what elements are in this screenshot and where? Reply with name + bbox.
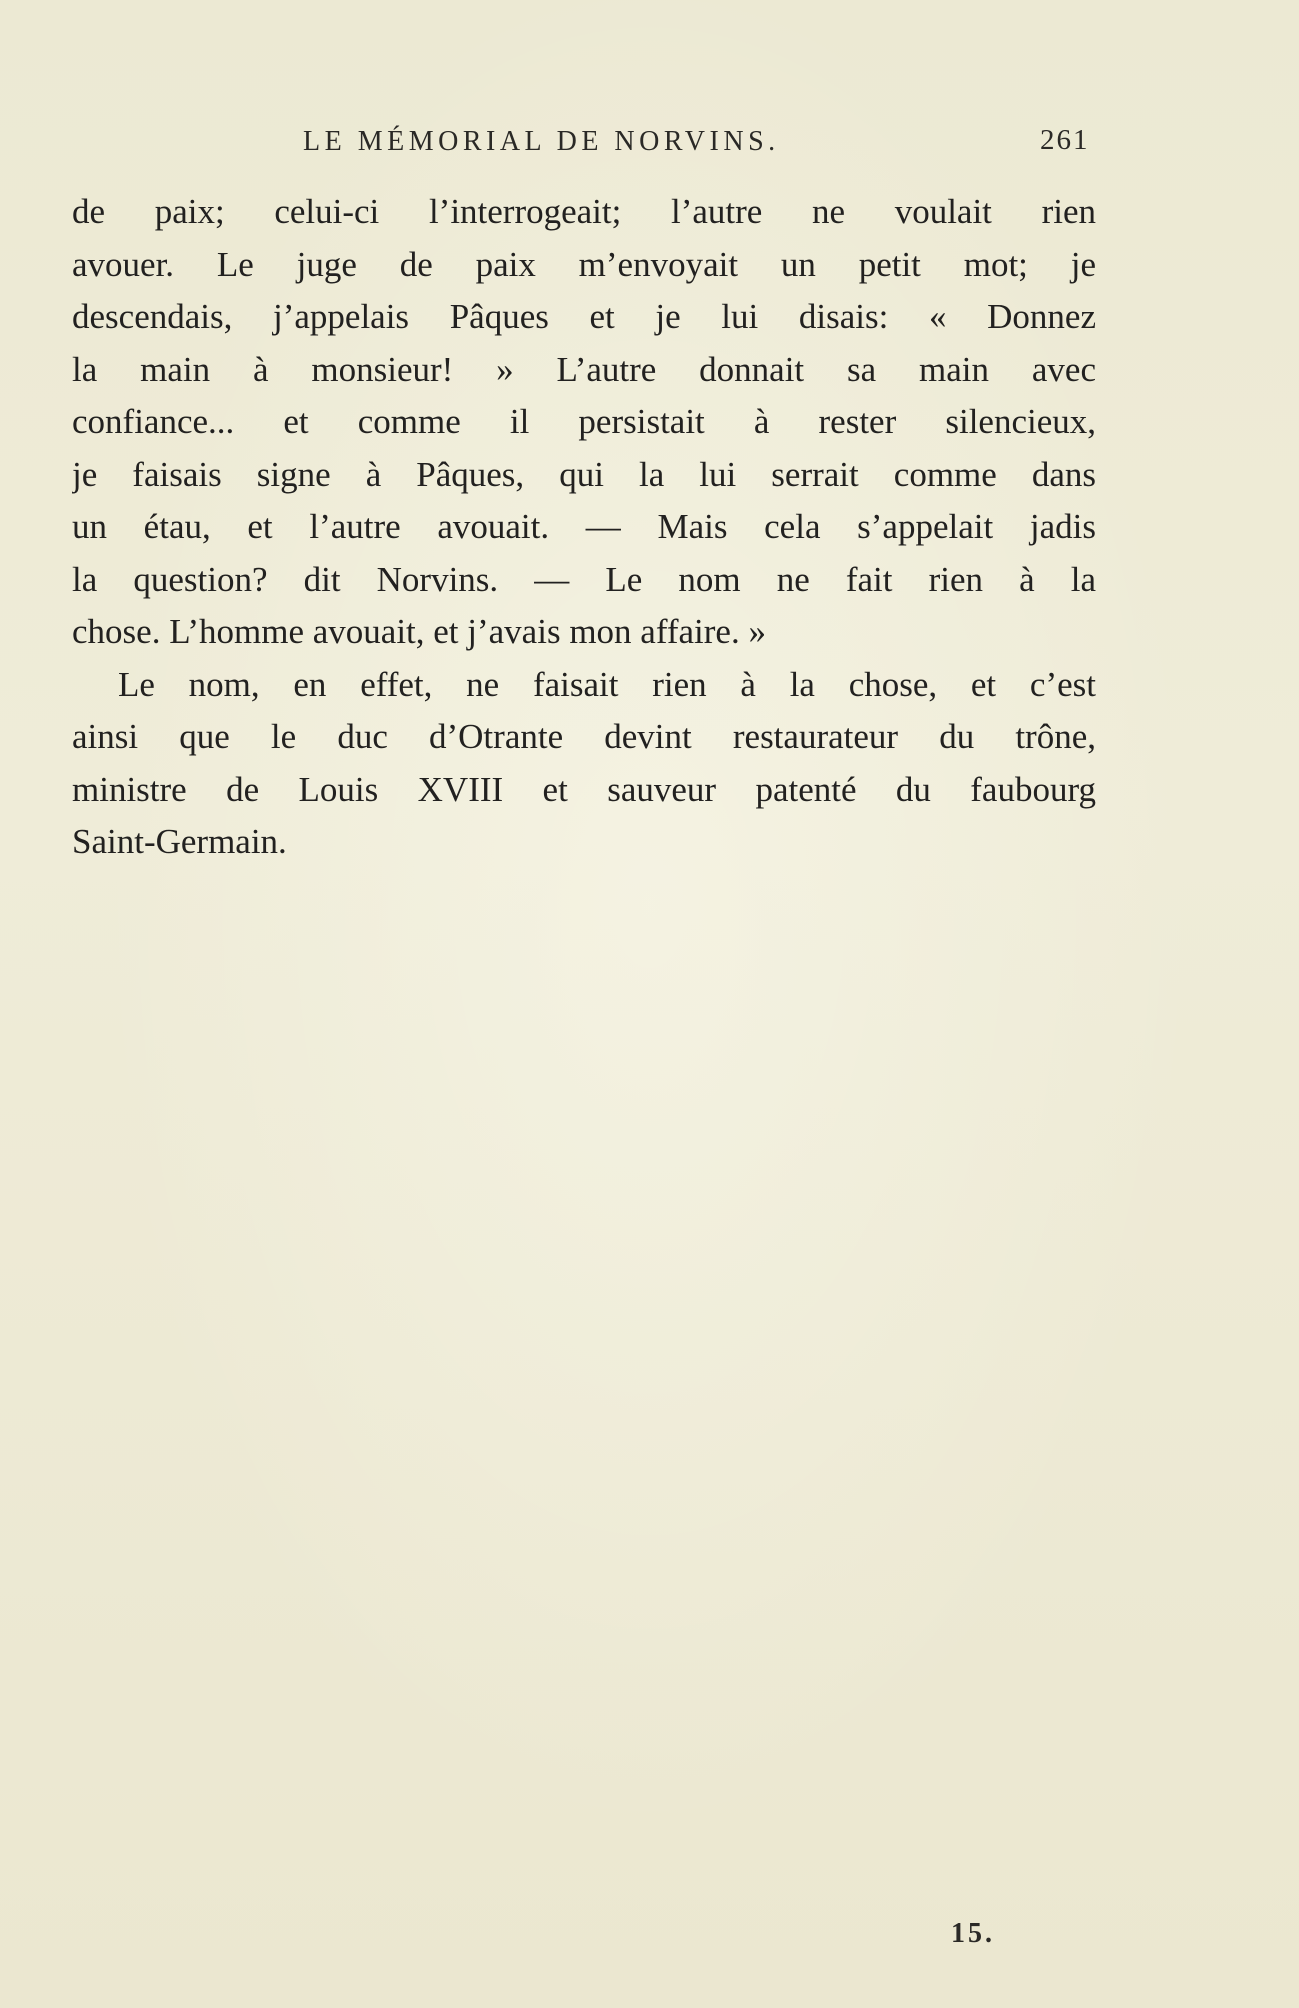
text-line: la question? dit Norvins. — Le nom ne fait rien à la [72, 559, 1096, 599]
text-line: de paix; celui-ci l’interrogeait; l’autre ne voulait rien [72, 192, 1096, 231]
page-number: 261 [1040, 124, 1090, 156]
text-line: ministre de Louis XVIII et sauveur patenté du faubourg [72, 769, 1096, 809]
text-line: confiance... et comme il persistait à rester silencieux, [72, 402, 1096, 441]
signature-mark: 15. [951, 1918, 995, 1949]
text-line: un étau, et l’autre avouait. — Mais cela s’appelait jadis [72, 507, 1096, 546]
text-line: avouer. Le juge de paix m’envoyait un petit mot; je [72, 244, 1096, 284]
paragraph-start-line: Le nom, en effet, ne faisait rien à la chose, et c’est [118, 664, 1096, 704]
text-line: ainsi que le duc d’Otrante devint restaurateur du trône, [72, 717, 1096, 756]
text-line: chose. L’homme avouait, et j’avais mon affaire. » [72, 612, 766, 651]
running-title: LE MÉMORIAL DE NORVINS. [303, 126, 780, 157]
body-text [72, 186, 1096, 869]
text-line: Saint-Germain. [72, 822, 287, 861]
text-line: la main à monsieur! » L’autre donnait sa main avec [72, 349, 1096, 389]
text-line: descendais, j’appelais Pâques et je lui disais: « Donnez [72, 297, 1096, 336]
text-line: je faisais signe à Pâques, qui la lui serrait comme dans [72, 454, 1096, 494]
